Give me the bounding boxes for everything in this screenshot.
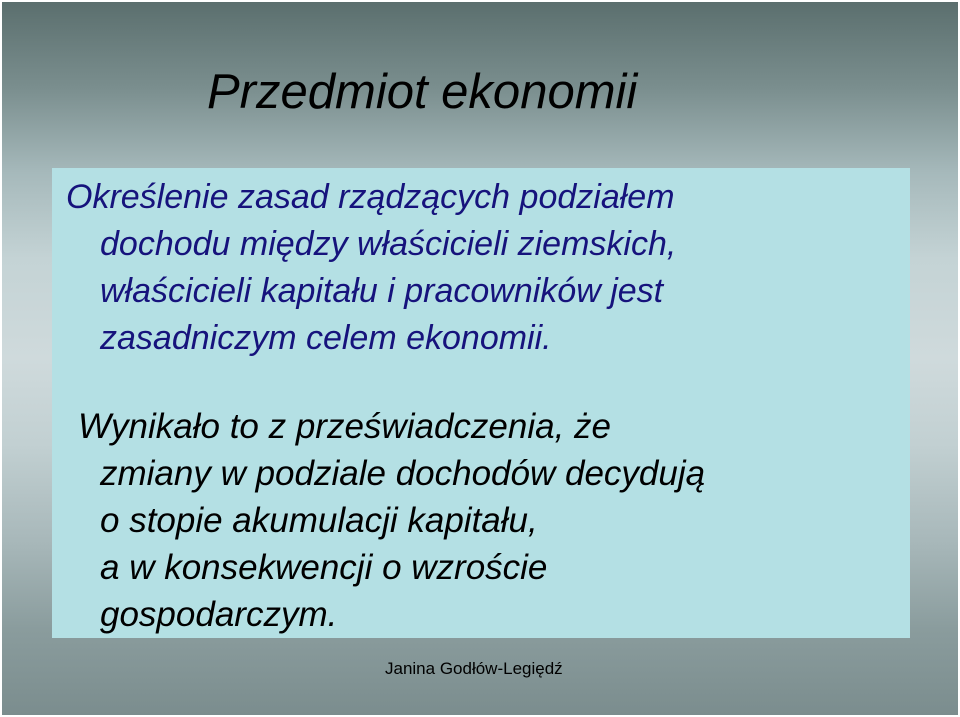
slide [2, 2, 958, 715]
paragraph-reason-line: zmiany w podziale dochodów decydują [100, 454, 706, 493]
paragraph-goal-line: właścicieli kapitału i pracowników jest [100, 272, 664, 310]
paragraph-goal-line: zasadniczym celem ekonomii. [100, 319, 552, 357]
paragraph-reason-line: a w konsekwencji o wzroście [100, 548, 548, 587]
paragraph-goal [66, 174, 676, 362]
paragraph-reason-line: o stopie akumulacji kapitału, [100, 501, 538, 540]
paragraph-goal-line: dochodu między właścicieli ziemskich, [100, 225, 677, 263]
author-footer: Janina Godłów-Legiędź [385, 659, 563, 678]
paragraph-reason-line: Wynikało to z przeświadczenia, że [78, 407, 611, 446]
paragraph-goal-line: Określenie zasad rządzących podziałem [66, 178, 675, 216]
paragraph-reason-line: gospodarczym. [100, 595, 338, 634]
content-box [52, 168, 910, 638]
paragraph-reason [78, 403, 705, 638]
slide-title: Przedmiot ekonomii [207, 65, 638, 119]
